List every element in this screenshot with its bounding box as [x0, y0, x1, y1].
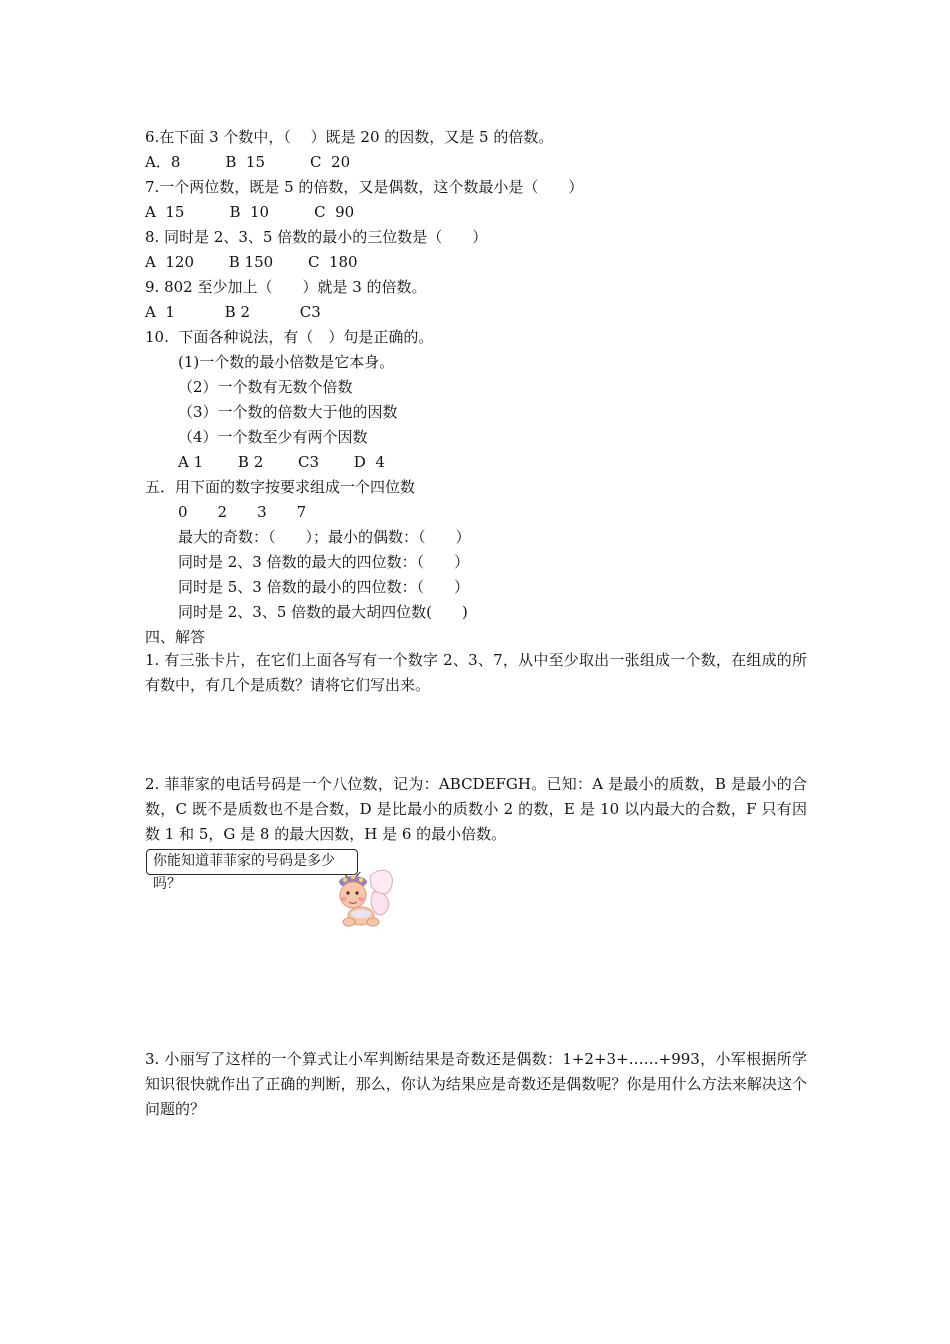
speech-bubble: 你能知道菲菲家的号码是多少吗？ — [146, 849, 358, 875]
problem-2: 2. 菲菲家的电话号码是一个八位数，记为：ABCDEFGH。已知：A 是最小的质数，B 是最小的合数，C 既不是质数也不是合数，D 是比最小的质数小 2 的数，E 是 10 以内最大的合数，F 只有因数 1 和 5，G 是 8 的最大因数，H 是 6 的最小倍数。 — [145, 775, 807, 843]
problem-1: 1. 有三张卡片，在它们上面各写有一个数字 2、3、7，从中至少取出一张组成一个数，在组成的所有数中，有几个是质数？请将它们写出来。 — [145, 651, 807, 694]
section-5-requirement-3: 同时是 5、3 倍数的最小的四位数：（ ） — [178, 578, 470, 596]
question-7-options: A 15 B 10 C 90 — [145, 203, 355, 221]
question-10-options: A 1 B 2 C3 D 4 — [178, 453, 385, 471]
section-5-requirement-4: 同时是 2、3、5 倍数的最大胡四位数( ) — [178, 603, 468, 621]
section-5-digits: 0 2 3 7 — [178, 503, 307, 521]
cupid-angel-illustration — [325, 862, 400, 932]
question-10-statement-1: (1)一个数的最小倍数是它本身。 — [178, 353, 395, 371]
question-6-options: A．8 B 15 C 20 — [145, 153, 351, 171]
section-5-title: 五．用下面的数字按要求组成一个四位数 — [145, 478, 416, 496]
question-9-options: A 1 B 2 C3 — [145, 303, 321, 321]
question-8-options: A 120 B 150 C 180 — [145, 253, 358, 271]
section-4-title: 四、解答 — [145, 628, 206, 646]
question-6: 6.在下面 3 个数中，（ ）既是 20 的因数，又是 5 的倍数。 — [145, 128, 554, 146]
question-10-statement-3: （3）一个数的倍数大于他的因数 — [178, 403, 398, 421]
section-5-requirement-1: 最大的奇数：（ ）；最小的偶数：（ ） — [178, 528, 471, 546]
section-5-requirement-2: 同时是 2、3 倍数的最大的四位数：（ ） — [178, 553, 470, 571]
problem-3: 3. 小丽写了这样的一个算式让小军判断结果是奇数还是偶数：1+2+3+……+993，小军根据所学知识很快就作出了正确的判断，那么，你认为结果应是奇数还是偶数呢？你是用什么方法来解决这个问题的？ — [145, 1050, 807, 1118]
question-10-statement-4: （4）一个数至少有两个因数 — [178, 428, 368, 446]
question-9: 9. 802 至少加上（ ）就是 3 的倍数。 — [145, 278, 427, 296]
question-7: 7.一个两位数，既是 5 的倍数，又是偶数，这个数最小是（ ） — [145, 178, 584, 196]
question-10-statement-2: （2）一个数有无数个倍数 — [178, 378, 353, 396]
question-8: 8. 同时是 2、3、5 倍数的最小的三位数是（ ） — [145, 228, 488, 246]
question-10: 10. 下面各种说法，有（ ）句是正确的。 — [145, 328, 434, 346]
